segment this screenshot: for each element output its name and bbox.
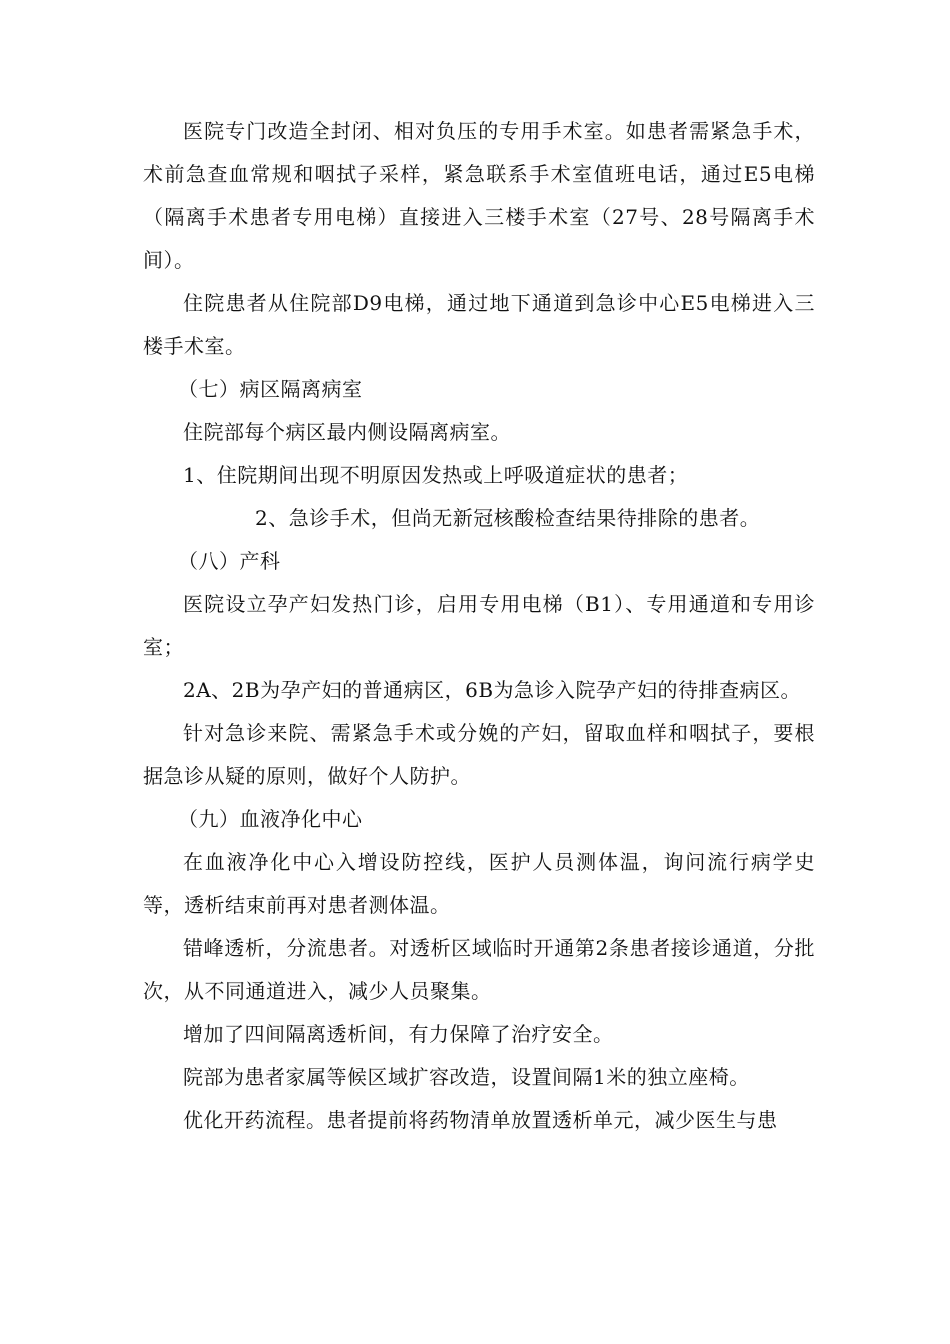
paragraph-inpatient-route: 住院患者从住院部D9电梯，通过地下通道到急诊中心E5电梯进入三楼手术室。 [143, 291, 815, 358]
document-body [143, 110, 815, 1142]
section-heading-blood-purification: （九）血液净化中心 [178, 807, 363, 831]
paragraph-staggered-dialysis: 错峰透析，分流患者。对透析区域临时开通第2条患者接诊通道，分批次，从不同通道进入，减少人员聚集。 [143, 936, 815, 1003]
paragraph-ward-isolation-room: 住院部每个病区最内侧设隔离病室。 [183, 420, 511, 444]
paragraph-prescription-process: 优化开药流程。患者提前将药物清单放置透析单元，减少医生与患 [183, 1108, 778, 1132]
paragraph-obstetric-wards: 2A、2B为孕产妇的普通病区，6B为急诊入院孕产妇的待排查病区。 [183, 678, 802, 702]
list-item-1: 1、住院期间出现不明原因发热或上呼吸道症状的患者； [183, 463, 689, 487]
paragraph-fever-clinic: 医院设立孕产妇发热门诊，启用专用电梯（B1）、专用通道和专用诊室； [143, 592, 815, 659]
section-heading-obstetrics: （八）产科 [178, 549, 281, 573]
paragraph-isolation-surgery: 医院专门改造全封闭、相对负压的专用手术室。如患者需紧急手术，术前急查血常规和咽拭子采样，紧急联系手术室值班电话，通过E5电梯（隔离手术患者专用电梯）直接进入三楼手术室（27号、28号隔离手术间）。 [143, 119, 815, 272]
list-item-2: 2、急诊手术，但尚无新冠核酸检查结果待排除的患者。 [255, 506, 761, 530]
paragraph-control-line: 在血液净化中心入增设防控线，医护人员测体温，询问流行病学史等，透析结束前再对患者测体温。 [143, 850, 815, 917]
paragraph-isolation-dialysis-rooms: 增加了四间隔离透析间，有力保障了治疗安全。 [183, 1022, 614, 1046]
paragraph-waiting-area: 院部为患者家属等候区域扩容改造，设置间隔1米的独立座椅。 [183, 1065, 750, 1089]
paragraph-emergency-delivery: 针对急诊来院、需紧急手术或分娩的产妇，留取血样和咽拭子，要根据急诊从疑的原则，做好个人防护。 [143, 721, 815, 788]
section-heading-ward-isolation: （七）病区隔离病室 [178, 377, 363, 401]
